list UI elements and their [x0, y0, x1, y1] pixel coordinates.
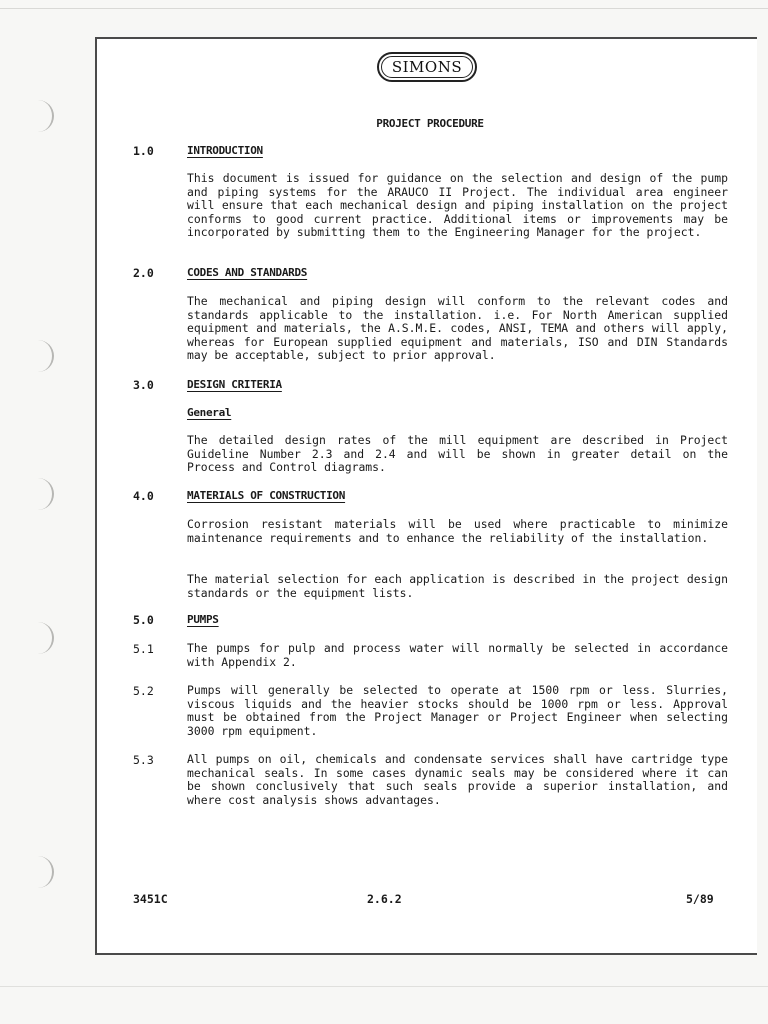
document-title: PROJECT PROCEDURE — [376, 117, 484, 130]
punch-hole — [30, 622, 54, 654]
punch-hole — [30, 478, 54, 510]
pump-item-text: All pumps on oil, chemicals and condensate services shall have cartridge type mechanical seals. In some cases dynamic seals may be considered where it can be shown conclusively that such seals provide a superior installation, and where cost analysis shows advantages. — [187, 752, 728, 807]
scan-edge-top — [0, 8, 768, 9]
item-number: 5.1 — [133, 642, 154, 656]
pump-item-text: The pumps for pulp and process water will normally be selected in accordance with Appendix 2. — [187, 641, 728, 669]
section-number: 5.0 — [133, 613, 154, 627]
section-number: 3.0 — [133, 378, 154, 392]
logo-text: SIMONS — [381, 56, 473, 78]
section-number: 1.0 — [133, 144, 154, 158]
scan-edge-bottom — [0, 986, 768, 987]
materials-paragraph-2: The material selection for each application is described in the project design standards or the equipment lists. — [187, 572, 728, 600]
subheading-general: General — [187, 406, 232, 419]
pump-item-text: Pumps will generally be selected to operate at 1500 rpm or less. Slurries, viscous liquids and the heavier stocks should be 1000 rpm or less. Approval must be obtained from the Project Manager or Project Engineer when selecting 3000 rpm equipment. — [187, 683, 728, 738]
item-number: 5.3 — [133, 753, 154, 767]
item-number: 5.2 — [133, 684, 154, 698]
punch-hole — [30, 340, 54, 372]
section-heading: CODES AND STANDARDS — [187, 266, 308, 279]
footer-section-number: 2.6.2 — [367, 892, 402, 906]
section-number: 4.0 — [133, 489, 154, 503]
simons-logo — [377, 52, 477, 82]
design-paragraph: The detailed design rates of the mill equipment are described in Project Guideline Number 2.3 and 2.4 and will be shown in greater detail on the Process and Control diagrams. — [187, 433, 728, 475]
section-heading: MATERIALS OF CONSTRUCTION — [187, 489, 346, 502]
section-heading: INTRODUCTION — [187, 144, 263, 157]
footer-date: 5/89 — [686, 892, 714, 906]
section-heading: DESIGN CRITERIA — [187, 378, 282, 391]
footer-doc-code: 3451C — [133, 892, 168, 906]
materials-paragraph-1: Corrosion resistant materials will be used where practicable to minimize maintenance requirements and to enhance the reliability of the installation. — [187, 517, 728, 545]
section-number: 2.0 — [133, 266, 154, 280]
punch-hole — [30, 856, 54, 888]
intro-paragraph: This document is issued for guidance on the selection and design of the pump and piping systems for the ARAUCO II Project. The individual area engineer will ensure that each mechanical design and piping installation on the project conforms to good current practice. Additional items or improvements may be incorporated by submitting them to the Engineering Manager for the project. — [187, 171, 728, 240]
codes-paragraph: The mechanical and piping design will conform to the relevant codes and standards applicable to the installation. i.e. For North American supplied equipment and materials, the A.S.M.E. codes, ANSI, TEMA and others will apply, whereas for European supplied equipment and materials, ISO and DIN Standards may be acceptable, subject to prior approval. — [187, 294, 728, 363]
section-heading: PUMPS — [187, 613, 219, 626]
punch-hole — [30, 100, 54, 132]
